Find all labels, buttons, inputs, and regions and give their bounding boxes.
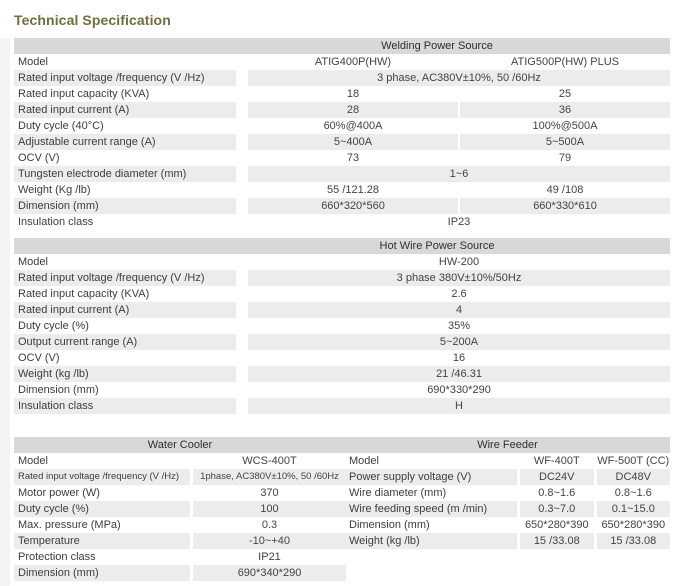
row-value: 5~400A [248,134,458,150]
row-values [193,533,346,549]
row-value: 0.3~7.0 [520,501,594,517]
row-value: 15 /33.08 [597,533,671,549]
spec-row [14,398,670,414]
spec-row [14,214,670,230]
spec-row [14,118,670,134]
row-value: ATIG500P(HW) PLUS [511,56,619,68]
row-values [193,517,346,533]
spec-row [14,70,670,86]
row-value: 650*280*390 [524,519,589,531]
spec-row [345,485,670,501]
row-values [248,70,670,86]
page-title: Technical Specification [14,12,171,28]
row-values [248,134,670,150]
row-value: ATIG400P(HW) [314,56,392,68]
row-label: Max. pressure (MPa) [18,519,121,531]
row-values [248,366,670,382]
row-label: Rated input voltage /frequency (V /Hz) [14,70,236,86]
row-value: 650*280*390 [601,519,666,531]
row-label: Wire diameter (mm) [349,487,447,499]
row-values [520,453,670,469]
row-values [193,501,346,517]
spec-row [14,533,346,549]
row-values [520,517,670,533]
row-value: 370 [260,487,279,499]
spec-row [14,565,346,581]
row-value: 0.8~1.6 [538,487,576,499]
row-values [248,214,670,230]
row-label: Temperature [14,533,190,549]
spec-row [345,501,670,517]
row-label: Model [349,455,379,467]
row-value: 15 /33.08 [520,533,594,549]
row-value: 2.6 [451,288,467,300]
table-title: Wire Feeder [477,439,538,451]
row-label: Duty cycle (%) [14,501,190,517]
spec-row [14,366,670,382]
row-label: Dimension (mm) [349,519,430,531]
row-label: Rated input current (A) [14,102,236,118]
row-value: 100%@500A [532,120,598,132]
spec-row [14,485,346,501]
spec-row [14,453,346,469]
row-value: HW-200 [438,256,480,268]
row-label: Insulation class [18,216,94,228]
table-header [14,437,346,453]
row-value: WF-400T [533,455,580,467]
row-label: Dimension (mm) [18,384,99,396]
row-value: 660*330*610 [460,198,670,214]
table-title: Hot Wire Power Source [379,240,495,252]
row-values [248,86,670,102]
table-title: Welding Power Source [381,40,493,52]
left-margin-strip [0,38,10,586]
row-value: 16 [452,352,466,364]
row-label: Tungsten electrode diameter (mm) [14,166,236,182]
row-values [248,382,670,398]
spec-row [14,254,670,270]
row-value: 1phase, AC380V±10%, 50 /60Hz [193,469,346,485]
row-value: DC24V [520,469,594,485]
spec-row [14,350,670,366]
row-values [520,533,670,549]
spec-row [14,469,346,485]
row-label: Rated input voltage /frequency (V /Hz) [14,469,190,485]
row-value: 35% [447,320,471,332]
row-value: H [248,398,670,414]
row-values [248,398,670,414]
row-value: WF-500T (CC) [597,455,670,467]
spec-row [345,469,670,485]
row-value: IP21 [258,551,281,563]
row-label: Protection class [18,551,96,563]
row-values [248,318,670,334]
row-value: 3 phase 380V±10%/50Hz [248,270,670,286]
row-label: Motor power (W) [18,487,100,499]
row-value: DC48V [597,469,671,485]
row-label: Rated input capacity (KVA) [18,88,150,100]
spec-row [14,549,346,565]
row-values [520,469,670,485]
row-label: OCV (V) [18,352,60,364]
row-value: 55 /121.28 [327,184,379,196]
spec-row [14,517,346,533]
row-label: Weight (kg /lb) [345,533,517,549]
spec-table-hot-wire-power-source [14,238,670,414]
row-label: Rated input voltage /frequency (V /Hz) [14,270,236,286]
table-header [14,38,670,54]
spec-row [14,270,670,286]
row-values [520,501,670,517]
row-value: 60%@400A [323,120,383,132]
row-value: 3 phase, AC380V±10%, 50 /60Hz [248,70,670,86]
table-header [14,238,670,254]
spec-row [14,166,670,182]
spec-row [14,334,670,350]
row-values [248,166,670,182]
spec-row [14,54,670,70]
row-value: 1~6 [248,166,670,182]
row-values [248,118,670,134]
row-values [248,102,670,118]
row-value: 21 /46.31 [248,366,670,382]
row-label: Model [18,256,48,268]
row-label: Rated input current (A) [14,302,236,318]
row-value: 0.3 [261,519,278,531]
spec-table-wire-feeder [345,437,670,549]
row-value: 660*320*560 [248,198,458,214]
row-values [248,150,670,166]
row-value: 73 [346,152,360,164]
row-values [248,350,670,366]
spec-row [14,102,670,118]
row-values [248,270,670,286]
row-value: 79 [558,152,572,164]
row-label: Weight (Kg /lb) [18,184,91,196]
row-values [193,549,346,565]
row-value: 100 [193,501,346,517]
row-label: Output current range (A) [14,334,236,350]
row-label: Model [18,56,48,68]
spec-row [345,517,670,533]
table-title: Water Cooler [147,439,213,451]
row-values [248,198,670,214]
row-label: Rated input capacity (KVA) [18,288,150,300]
row-values [248,334,670,350]
row-value: 36 [460,102,670,118]
spec-row [345,533,670,549]
row-label: Dimension (mm) [14,198,236,214]
row-label: Weight (kg /lb) [14,366,236,382]
row-value: 5~500A [460,134,670,150]
row-values [248,254,670,270]
row-value: WCS-400T [242,455,297,467]
row-value: 0.8~1.6 [614,487,652,499]
row-label: Insulation class [14,398,236,414]
spec-row [14,501,346,517]
spec-row [14,318,670,334]
spec-table-welding-power-source [14,38,670,230]
row-values [248,302,670,318]
row-label: Model [18,455,48,467]
row-values [248,54,670,70]
row-values [248,182,670,198]
row-value: 49 /108 [546,184,584,196]
row-values [193,453,346,469]
spec-row [14,286,670,302]
row-value: 5~200A [248,334,670,350]
row-label: Wire feeding speed (m /min) [345,501,517,517]
row-value: 0.1~15.0 [597,501,671,517]
spec-row [14,86,670,102]
row-label: Duty cycle (40°C) [18,120,104,132]
spec-row [14,134,670,150]
row-value: -10~+40 [193,533,346,549]
spec-row [14,150,670,166]
row-values [248,286,670,302]
row-values [520,485,670,501]
spec-row [345,453,670,469]
spec-row [14,302,670,318]
spec-table-water-cooler [14,437,346,581]
row-label: Adjustable current range (A) [14,134,236,150]
row-label: Duty cycle (%) [18,320,89,332]
row-label: Dimension (mm) [14,565,190,581]
row-values [193,469,346,485]
spec-row [14,182,670,198]
row-value: 28 [248,102,458,118]
row-value: 4 [248,302,670,318]
row-values [193,485,346,501]
row-value: 690*340*290 [193,565,346,581]
table-header [345,437,670,453]
row-label: Power supply voltage (V) [345,469,517,485]
row-values [193,565,346,581]
spec-row [14,198,670,214]
row-value: 25 [558,88,572,100]
row-value: 18 [346,88,360,100]
row-value: IP23 [447,216,471,228]
row-value: 690*330*290 [427,384,491,396]
spec-row [14,382,670,398]
row-label: OCV (V) [18,152,60,164]
